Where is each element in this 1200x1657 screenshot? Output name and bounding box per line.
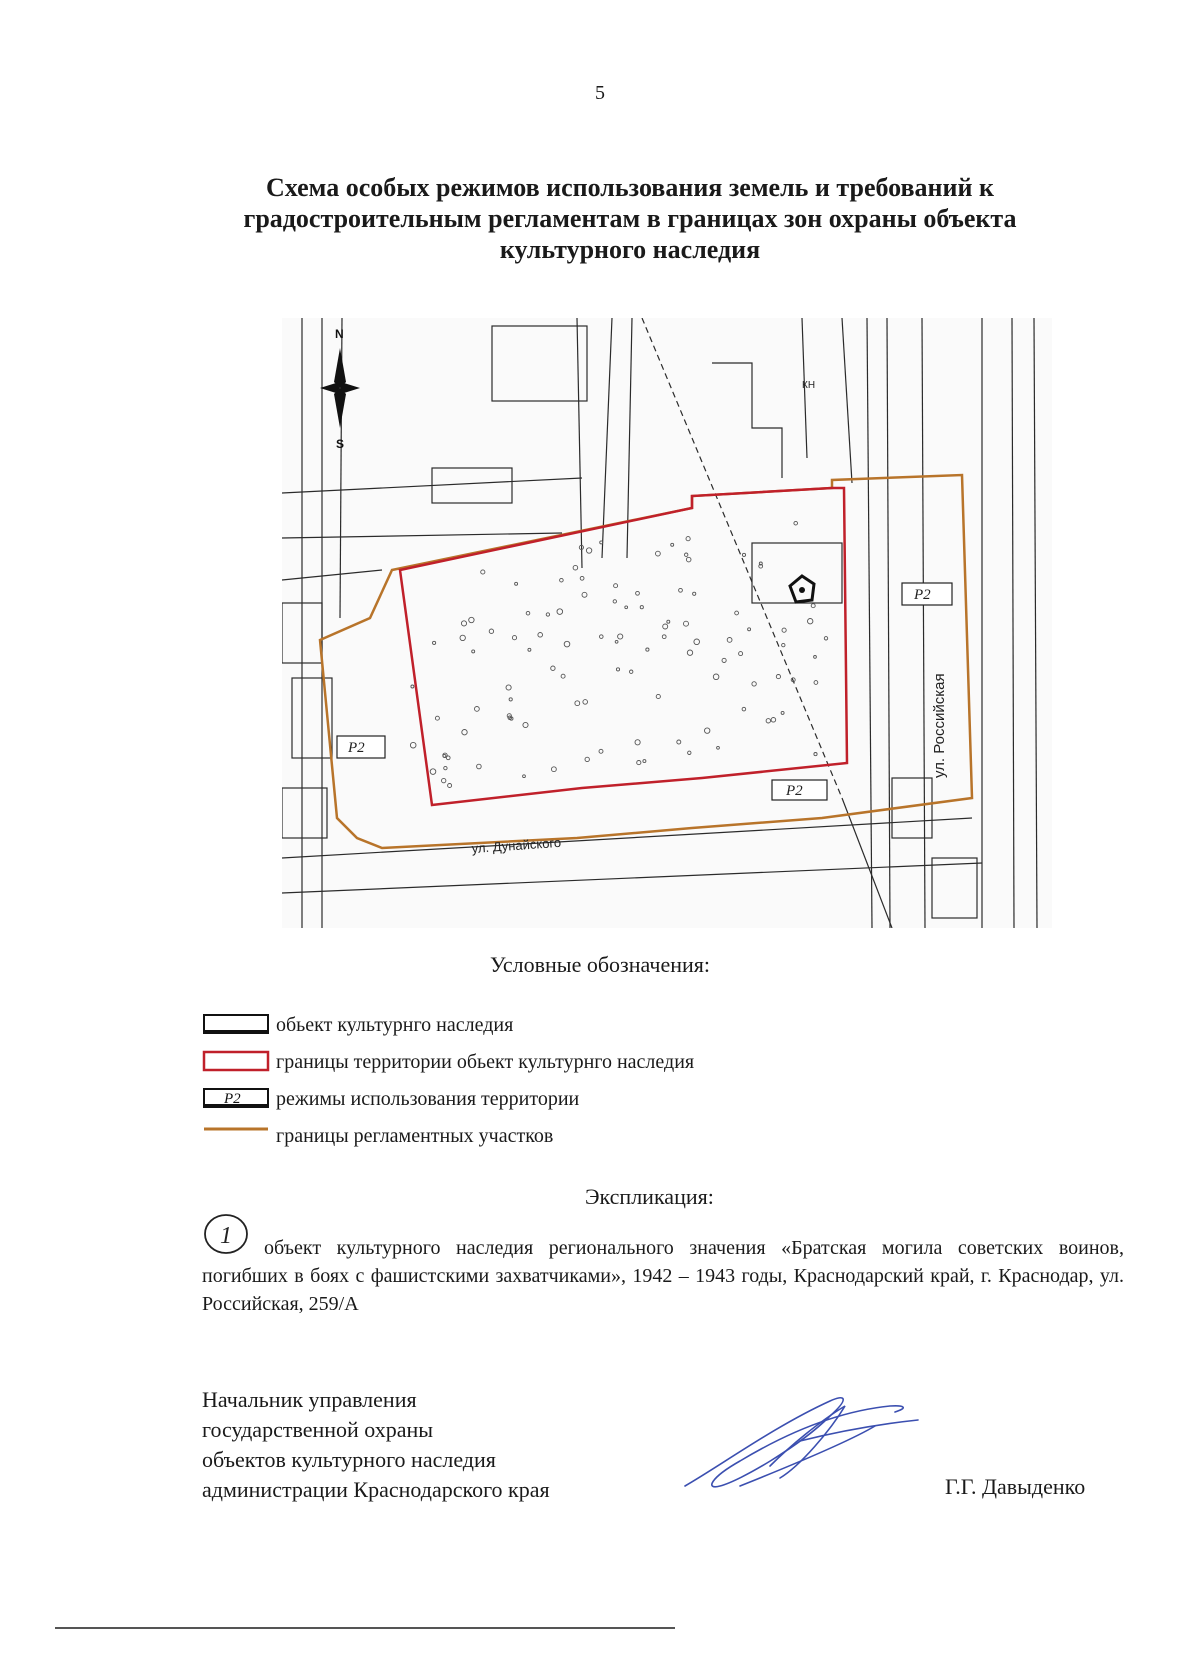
tree-marker <box>625 606 628 609</box>
signatory-position <box>202 1385 550 1505</box>
tree-marker <box>618 634 623 639</box>
tree-marker <box>635 740 640 745</box>
tree-marker <box>814 753 817 756</box>
tree-marker <box>583 700 588 705</box>
tree-marker <box>640 606 643 609</box>
tree-marker <box>460 635 465 640</box>
tree-marker <box>687 650 692 655</box>
tree-marker <box>814 656 817 659</box>
zone-code-east: Р2 <box>914 587 931 603</box>
base-map-linework <box>282 318 1037 928</box>
tree-marker <box>469 617 474 622</box>
tree-marker <box>580 576 584 580</box>
signatory-line-3: объектов культурного наследия <box>202 1447 496 1472</box>
tree-marker <box>663 624 668 629</box>
document-title <box>200 172 1060 265</box>
bottom-divider <box>55 1627 675 1629</box>
tree-marker <box>782 628 786 632</box>
zone-box-swatch-icon <box>202 1086 272 1110</box>
signatory-line-4: администрации Краснодарского края <box>202 1477 550 1502</box>
tree-marker <box>575 701 580 706</box>
tree-marker <box>656 694 660 698</box>
tree-marker <box>564 641 570 647</box>
tree-marker <box>614 584 618 588</box>
explication-text: объект культурного наследия регионального значения «Братская могила советских воинов, погибших в боях с фашистскими захватчиками», 1942 – 1943 годы, Краснодарский край, г. Краснодар, ул. Российская, 259/А <box>202 1237 1124 1315</box>
legend-zone-code: Р2 <box>224 1091 241 1107</box>
tree-marker <box>630 670 633 673</box>
site-map <box>282 318 1052 928</box>
tree-marker <box>824 637 827 640</box>
zone-label-west <box>337 736 385 758</box>
tree-marker <box>662 635 666 639</box>
tree-marker <box>656 551 661 556</box>
tree-marker <box>442 778 446 782</box>
tree-marker <box>752 682 756 686</box>
tree-marker <box>748 628 751 631</box>
tree-marker <box>739 652 743 656</box>
tree-marker <box>808 619 813 624</box>
tree-marker <box>616 668 619 671</box>
red-box-swatch-icon <box>202 1049 272 1073</box>
page-number: 5 <box>595 82 605 104</box>
tree-marker <box>646 648 649 651</box>
tree-marker <box>538 633 543 638</box>
tree-marker <box>717 746 720 749</box>
tree-marker <box>735 611 739 615</box>
tree-marker <box>679 588 683 592</box>
tree-marker <box>560 578 564 582</box>
legend-label: обьект культурнго наследия <box>276 1014 514 1036</box>
legend-item-territory-boundary <box>202 1047 902 1084</box>
north-label: N <box>335 327 344 341</box>
tree-marker <box>506 685 511 690</box>
tree-marker <box>475 707 480 712</box>
tree-marker <box>526 611 530 615</box>
tree-marker <box>477 764 482 769</box>
tree-marker <box>551 666 555 670</box>
tree-marker <box>430 769 436 775</box>
tree-marker <box>693 592 696 595</box>
tree-marker <box>814 681 818 685</box>
regulation-zone-boundary <box>320 475 972 848</box>
tree-marker <box>523 722 528 727</box>
tree-marker <box>546 613 549 616</box>
street-label-east: ул. Российская <box>931 673 948 778</box>
legend-item-usage-regime <box>202 1084 902 1121</box>
tree-marker <box>461 621 466 626</box>
tree-marker <box>667 620 670 623</box>
tree-marker <box>512 636 516 640</box>
tree-marker <box>613 600 616 603</box>
tree-marker <box>515 582 518 585</box>
tree-marker <box>671 543 674 546</box>
legend-label: границы регламентных участков <box>276 1125 554 1147</box>
tree-marker <box>766 719 770 723</box>
tree-marker <box>694 639 700 645</box>
tree-marker <box>600 635 604 639</box>
signatory-line-1: Начальник управления <box>202 1387 417 1412</box>
tree-marker <box>685 553 688 556</box>
legend-label: границы территории обьект культурнго наследия <box>276 1051 695 1073</box>
tree-marker <box>489 629 493 633</box>
title-line-3: культурного наследия <box>499 235 761 264</box>
tree-marker <box>811 604 815 608</box>
tree-marker <box>705 728 710 733</box>
tree-marker <box>481 570 485 574</box>
tree-marker <box>742 707 746 711</box>
tree-marker <box>435 716 439 720</box>
tree-marker <box>771 718 776 723</box>
signatory-name: Г.Г. Давыденко <box>945 1474 1086 1499</box>
legend-title: Условные обозначения: <box>489 952 711 977</box>
tree-marker <box>446 756 450 760</box>
legend-item-heritage-object <box>202 1010 902 1047</box>
tree-marker <box>742 553 745 556</box>
tree-marker <box>528 648 531 651</box>
tree-marker <box>722 658 726 662</box>
tree-marker <box>794 521 798 525</box>
tree-marker <box>573 565 578 570</box>
black-box-swatch-icon <box>202 1012 272 1036</box>
tree-marker <box>411 685 414 688</box>
title-line-2: градостроительным регламентам в границах зон охраны объекта <box>243 204 1017 233</box>
tree-marker <box>637 761 641 765</box>
tree-marker <box>688 751 691 754</box>
tree-marker <box>462 730 467 735</box>
heritage-object-monument <box>790 576 814 602</box>
south-label: S <box>336 437 345 451</box>
building-label-kn: КН <box>802 380 816 391</box>
tree-marker <box>599 749 603 753</box>
handwritten-signature <box>680 1386 920 1496</box>
zone-code-west: Р2 <box>348 740 365 756</box>
street-label-south: ул. Дунайского <box>471 834 562 856</box>
orange-line-swatch-icon <box>202 1123 272 1147</box>
tree-marker <box>713 674 719 680</box>
zone-label-south <box>772 780 827 800</box>
tree-marker <box>509 698 512 701</box>
tree-marker <box>636 591 640 595</box>
tree-marker <box>643 760 646 763</box>
tree-marker <box>557 609 563 615</box>
tree-marker <box>472 650 475 653</box>
site-map-drawing <box>282 318 1052 928</box>
tree-marker <box>448 784 452 788</box>
tree-marker <box>782 643 785 646</box>
tree-marker <box>686 557 691 562</box>
tree-marker <box>410 742 416 748</box>
tree-marker <box>781 711 784 714</box>
tree-marker <box>582 592 587 597</box>
tree-marker <box>523 775 526 778</box>
tree-marker <box>727 638 732 643</box>
explication-marker-number: 1 <box>220 1223 232 1249</box>
compass-rose-icon <box>320 327 360 451</box>
tree-marker <box>686 537 690 541</box>
zone-code-south: Р2 <box>786 783 803 799</box>
explication-title: Экспликация: <box>585 1184 714 1209</box>
tree-marker <box>585 757 589 761</box>
tree-marker <box>684 621 689 626</box>
zone-label-east <box>902 583 952 605</box>
legend-item-regulation-boundary <box>202 1121 902 1158</box>
park-trees <box>410 521 827 787</box>
tree-marker <box>561 674 565 678</box>
tree-marker <box>433 641 436 644</box>
tree-marker <box>677 740 681 744</box>
tree-marker <box>586 548 591 553</box>
tree-marker <box>552 767 557 772</box>
tree-marker <box>776 675 780 679</box>
tree-marker <box>444 766 447 769</box>
legend-label: режимы использования территории <box>276 1088 580 1110</box>
title-line-1: Схема особых режимов использования земель и требований к <box>266 173 994 202</box>
signatory-line-2: государственной охраны <box>202 1417 434 1442</box>
tree-marker <box>615 640 618 643</box>
heritage-territory-boundary <box>400 488 847 805</box>
legend <box>202 1010 902 1158</box>
